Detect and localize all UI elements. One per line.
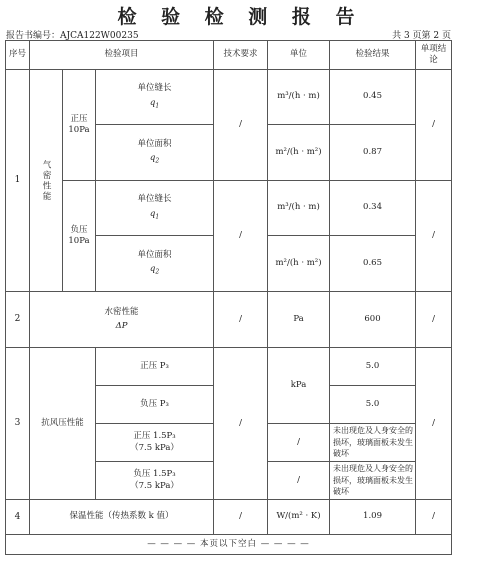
footer-row [6, 535, 452, 555]
row-2-result: 600 [330, 292, 416, 348]
header-seq: 序号 [6, 41, 30, 70]
inspection-table [5, 40, 452, 555]
row-3-unit-p15-pos: / [268, 424, 330, 462]
report-title: 检 验 检 测 报 告 [117, 6, 364, 28]
row-1-neg-q1-label [96, 181, 214, 236]
row-1-neg-requirement: / [214, 181, 268, 292]
header-unit: 单位 [268, 41, 330, 70]
blank-below-note: — — — — 本页以下空白 — — — — [6, 535, 452, 555]
row-1-group: 气密性能 [30, 70, 63, 292]
row-1-neg-conclusion: / [416, 181, 452, 292]
q2-symbol: $q_2$ [149, 153, 160, 166]
row-2-requirement: / [214, 292, 268, 348]
row-1-positive-pressure: 正压10Pa [63, 70, 96, 181]
header-requirement: 技术要求 [214, 41, 268, 70]
row-3-requirement: / [214, 348, 268, 500]
row-2-seq: 2 [6, 292, 30, 348]
table-row [6, 70, 452, 125]
row-1-pos-unit-q2: m²/(h · m²) [268, 125, 330, 181]
row-3-seq: 3 [6, 348, 30, 500]
q1-label-text: 单位缝长 [137, 83, 172, 94]
row-3-result-pos: 5.0 [330, 348, 416, 386]
q2-label-text: 单位面积 [137, 249, 172, 260]
row-3-p3-negative: 负压 P₃ [96, 386, 214, 424]
row-1-pos-conclusion: / [416, 70, 452, 181]
row-3-result-neg: 5.0 [330, 386, 416, 424]
row-1-pos-unit-q1: m³/(h · m) [268, 70, 330, 125]
q1-symbol: $q_1$ [149, 208, 160, 221]
header-item: 检验项目 [30, 41, 214, 70]
table-row [6, 181, 452, 236]
row-3-unit-kpa: kPa [268, 348, 330, 424]
row-1-neg-unit-q1: m³/(h · m) [268, 181, 330, 236]
row-2-unit: Pa [268, 292, 330, 348]
header-result: 检验结果 [330, 41, 416, 70]
row-3-p15-negative: 负压 1.5P₃ （7.5 kPa） [96, 462, 214, 500]
row-4-item: 保温性能（传热系数 k 值） [30, 500, 214, 535]
q1-label-text: 单位缝长 [137, 194, 172, 205]
row-4-seq: 4 [6, 500, 30, 535]
row-1-neg-result-q1: 0.34 [330, 181, 416, 236]
row-3-item: 抗风压性能 [30, 348, 96, 500]
row-4-requirement: / [214, 500, 268, 535]
table-row [6, 500, 452, 535]
row-3-desc-pos: 未出现危及人身安全的损坏，玻璃面板未发生破坏 [330, 424, 416, 462]
header-conclusion: 单项结论 [416, 41, 452, 70]
row-4-conclusion: / [416, 500, 452, 535]
delta-p-symbol: ΔP [115, 321, 128, 331]
row-2-conclusion: / [416, 292, 452, 348]
q1-symbol: $q_1$ [149, 97, 160, 110]
row-3-conclusion: / [416, 348, 452, 500]
row-1-neg-result-q2: 0.65 [330, 236, 416, 292]
row-1-seq: 1 [6, 70, 30, 292]
row-1-pos-requirement: / [214, 70, 268, 181]
table-row [6, 348, 452, 386]
row-3-p3-positive: 正压 P₃ [96, 348, 214, 386]
q2-symbol: $q_2$ [149, 264, 160, 277]
row-4-unit: W/(m² · K) [268, 500, 330, 535]
row-1-pos-result-q1: 0.45 [330, 70, 416, 125]
report-number: 报告书编号：AJCA122W00235 [6, 31, 139, 41]
row-3-unit-p15-neg: / [268, 462, 330, 500]
row-4-result: 1.09 [330, 500, 416, 535]
row-2-item-label: 水密性能 [104, 306, 139, 317]
row-1-neg-unit-q2: m²/(h · m²) [268, 236, 330, 292]
row-2-item [30, 292, 214, 348]
row-1-q1-label [96, 70, 214, 125]
row-1-neg-q2-label [96, 236, 214, 292]
header-row [6, 41, 452, 70]
table-row [6, 292, 452, 348]
page-info: 共 3 页第 2 页 [392, 31, 451, 41]
row-3-p15-positive: 正压 1.5P₃ （7.5 kPa） [96, 424, 214, 462]
q2-label-text: 单位面积 [137, 138, 172, 149]
row-1-pos-result-q2: 0.87 [330, 125, 416, 181]
row-1-negative-pressure: 负压10Pa [63, 181, 96, 292]
row-1-q2-label [96, 125, 214, 181]
row-3-desc-neg: 未出现危及人身安全的损坏，玻璃面板未发生破坏 [330, 462, 416, 500]
